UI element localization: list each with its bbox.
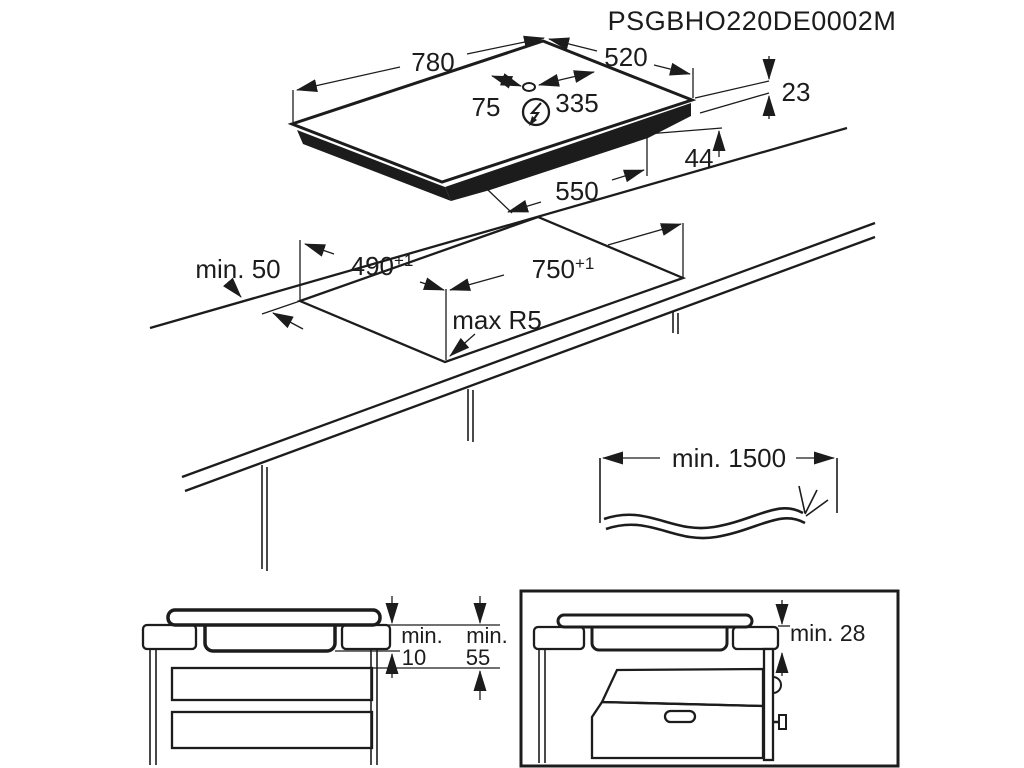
worktop-left-section	[143, 625, 196, 649]
hob-depth-label: 520	[604, 42, 648, 72]
dim-installation-depth	[647, 128, 722, 176]
oven-hinge-bump	[773, 677, 781, 693]
min-label: min.	[466, 623, 508, 648]
drawing-number: PSGBHO220DE0002M	[607, 6, 897, 36]
hob-width-label: 780	[411, 47, 455, 77]
connection-offset-left-label: 75	[471, 92, 501, 122]
min-value: 55	[465, 645, 491, 670]
worktop-right-section	[733, 627, 778, 649]
connection-offset-right-label: 335	[555, 88, 599, 118]
oven-clearance-label: min. 28	[790, 620, 866, 646]
cable-detail	[600, 443, 837, 538]
oven	[592, 649, 786, 760]
rear-clearance-label: min. 50	[195, 254, 281, 284]
hob-glass-section	[168, 610, 380, 625]
dim-corner-radius	[450, 305, 542, 356]
worktop-cutout-view	[150, 128, 875, 571]
oven-clearance-view	[521, 591, 898, 766]
worktop-left-section	[534, 627, 584, 649]
cutout-width-label: $750^{+1}$	[531, 254, 595, 284]
body-width-label: 550	[555, 176, 599, 206]
oven-top-face	[602, 669, 763, 706]
min-label: min.	[401, 623, 443, 648]
worktop-right-section	[342, 625, 390, 649]
drawer-front-2	[172, 712, 372, 748]
dim-cutout-width	[450, 224, 681, 290]
oven-side-panel	[764, 649, 773, 760]
dim-hob-to-drawer	[401, 623, 443, 670]
dim-worktop-to-drawer	[466, 623, 508, 670]
drawer-clearance-view	[143, 596, 508, 765]
cutout-opening	[300, 217, 683, 362]
oven-handle-icon	[665, 711, 695, 722]
dim-rear-clearance	[195, 254, 303, 329]
corner-radius-label: max R5	[452, 305, 542, 335]
min-value: 10	[401, 645, 427, 670]
worktop-front-top-edge	[182, 223, 875, 477]
dim-hob-to-oven	[778, 600, 865, 676]
installation-depth-label: 44	[684, 143, 714, 173]
oven-knob	[779, 715, 786, 729]
dim-cutout-depth	[305, 244, 444, 290]
cable-drawing	[604, 486, 828, 538]
hob-glass-section	[558, 615, 752, 627]
cable-length-label: min. 1500	[671, 443, 787, 473]
cabinet-panels	[262, 312, 678, 571]
cutout-rear-edge-extension	[262, 301, 300, 314]
hob-top-view	[292, 38, 810, 213]
dim-height-above-worktop	[695, 56, 810, 119]
drawer-front-1	[172, 668, 372, 700]
height-above-label: 23	[781, 77, 811, 107]
cutout-depth-label: $490^{+1}$	[350, 251, 414, 281]
